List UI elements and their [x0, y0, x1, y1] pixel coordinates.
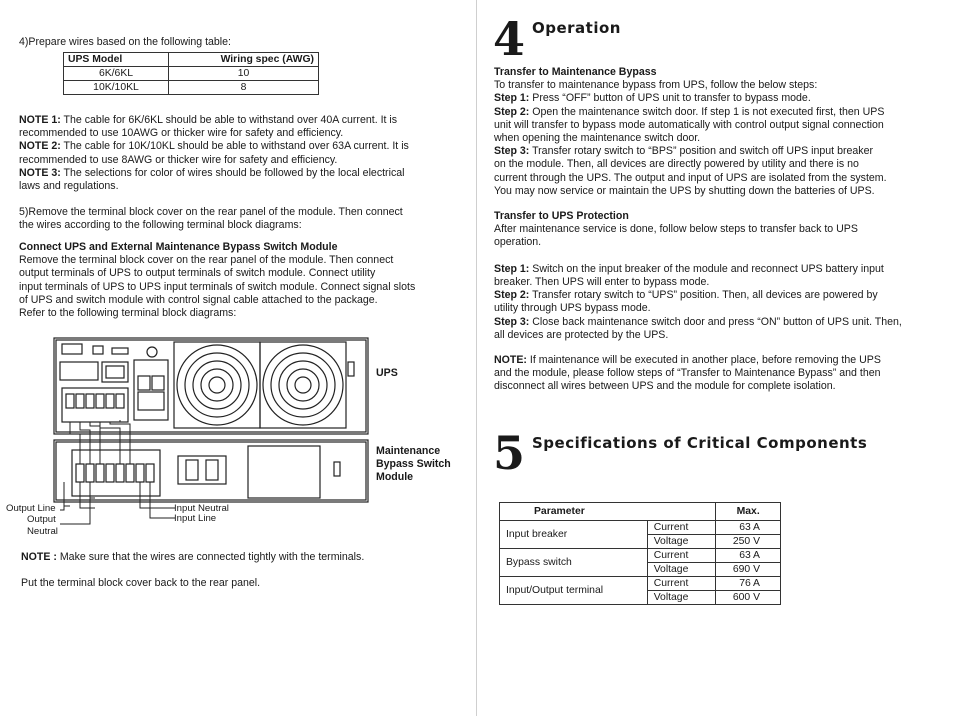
spec-row-sub: Current — [647, 521, 716, 535]
spec-row-value: 63 A — [716, 549, 781, 563]
step-text: current through the UPS. The output and input of UPS are isolated from the system. — [494, 171, 887, 184]
note-text: If maintenance will be executed in another place, before removing the UPS — [526, 354, 881, 366]
final-text: Put the terminal block cover back to the rear panel. — [21, 577, 261, 589]
wire-table-cell: 10K/10KL — [64, 81, 169, 95]
spec-row-sub: Voltage — [647, 563, 716, 577]
spec-row-value: 63 A — [716, 521, 781, 535]
terminal-block-diagram — [0, 330, 476, 540]
spec-row-sub: Voltage — [647, 591, 716, 605]
note-label: NOTE 2: — [19, 140, 61, 153]
connect-heading: Connect UPS and External Maintenance Bypass Switch Module — [19, 241, 338, 253]
step-label: Step 3: — [494, 145, 530, 158]
final-note-text: Make sure that the wires are connected tightly with the terminals. — [56, 551, 365, 563]
connect-line: Remove the terminal block cover on the rear panel of the module. Then connect — [19, 254, 394, 267]
table-row — [64, 81, 319, 95]
step-label: Step 1: — [494, 262, 530, 275]
ups-step-3 — [494, 316, 949, 329]
module-label-line: Bypass Switch — [376, 458, 451, 470]
connect-block — [19, 241, 474, 320]
spec-row-value: 250 V — [716, 535, 781, 549]
ups-chassis — [54, 338, 368, 434]
spec-row-sub: Current — [647, 549, 716, 563]
notes-block — [19, 114, 469, 193]
spec-row-value: 690 V — [716, 563, 781, 577]
step5-line: the wires according to the following terminal block diagrams: — [19, 219, 302, 232]
spec-row-name: Bypass switch — [500, 549, 648, 577]
note-1 — [19, 114, 469, 127]
table-row — [500, 521, 781, 535]
step-text: all devices are protected by the UPS. — [494, 328, 669, 341]
spec-row-sub: Current — [647, 577, 716, 591]
spec-row-value: 76 A — [716, 577, 781, 591]
note-text: The cable for 6K/6KL should be able to withstand over 40A current. It is — [60, 114, 398, 126]
operation-note — [494, 354, 949, 394]
note-3-cont: laws and regulations. — [19, 180, 119, 193]
spec-row-name: Input/Output terminal — [500, 577, 648, 605]
step-text: Switch on the input breaker of the module and reconnect UPS battery input — [529, 262, 884, 275]
bypass-intro: To transfer to maintenance bypass from UPS, follow the below steps: — [494, 79, 818, 92]
step-text: Transfer rotary switch to “BPS” position and switch off UPS input breaker — [529, 145, 873, 158]
spec-row-sub: Voltage — [647, 535, 716, 549]
note-2-cont: recommended to use 8AWG or thicker wire for safety and efficiency. — [19, 153, 338, 166]
section-4-number: 4 — [493, 12, 526, 66]
spec-table-header-max: Max. — [716, 503, 781, 521]
wire-table-cell: 6K/6KL — [64, 67, 169, 81]
step-text: unit will transfer to bypass mode automatically with control output signal connection — [494, 118, 884, 131]
spec-table — [499, 502, 781, 605]
note-text: disconnect all wires between UPS and the module for complete isolation. — [494, 380, 836, 393]
note-label: NOTE 3: — [19, 166, 61, 179]
wire-table — [63, 52, 319, 95]
connect-line: output terminals of UPS to output terminals of switch module. Connect utility — [19, 267, 376, 280]
ups-protection-intro: operation. — [494, 236, 542, 249]
module-label-line: Maintenance — [376, 445, 441, 457]
table-row — [64, 67, 319, 81]
step-text: Close back maintenance switch door and press “ON” button of UPS unit. Then, — [529, 315, 902, 328]
wire-table-header-spec: Wiring spec (AWG) — [169, 53, 319, 67]
note-label: NOTE 1: — [19, 114, 61, 126]
spec-row-name: Input breaker — [500, 521, 648, 549]
diagram-label-ups: UPS — [376, 367, 398, 379]
step-text: You may now service or maintain the UPS by shutting down the batteries of UPS. — [494, 184, 875, 197]
step-text: Open the maintenance switch door. If step 1 is not executed first, then UPS — [529, 105, 885, 118]
step5-block — [19, 206, 469, 232]
diagram-label-module — [376, 445, 451, 484]
bypass-step-1 — [494, 92, 949, 105]
connect-line: input terminals of UPS to UPS input terminals of switch module. Connect signal slots — [19, 280, 416, 293]
step-label: Step 1: — [494, 92, 530, 105]
label-output-line: Output Line — [6, 503, 56, 514]
ups-protection-intro: After maintenance service is done, follow below steps to transfer back to UPS — [494, 223, 858, 236]
step-text: Press “OFF” button of UPS unit to transfer to bypass mode. — [529, 92, 811, 105]
ups-step-1 — [494, 263, 949, 276]
section-5-number: 5 — [493, 426, 526, 480]
bypass-step-3 — [494, 145, 949, 158]
connect-line: Refer to the following terminal block diagrams: — [19, 307, 237, 320]
step4-intro: 4)Prepare wires based on the following table: — [19, 36, 231, 48]
ups-protection-block — [494, 210, 949, 342]
step-text: when opening the maintenance switch door. — [494, 132, 701, 145]
bypass-block — [494, 66, 949, 198]
step-text: utility through UPS bypass mode. — [494, 302, 651, 315]
label-input-neutral: Input Neutral — [174, 503, 229, 514]
wire-table-cell: 8 — [169, 81, 319, 95]
note-2 — [19, 140, 469, 153]
step-text: breaker. Then UPS will enter to bypass mode. — [494, 276, 710, 288]
section-4-title: Operation — [532, 19, 621, 37]
note-1-cont: recommended to use 10AWG or thicker wire for safety and efficiency. — [19, 127, 344, 140]
spec-row-value: 600 V — [716, 591, 781, 605]
connect-line: of UPS and switch module with control signal cable attached to the package. — [19, 293, 378, 306]
wire-table-header-model: UPS Model — [64, 53, 169, 67]
bypass-module-chassis — [54, 440, 368, 502]
step-text: Transfer rotary switch to “UPS” position. Then, all devices are powered by — [529, 289, 878, 302]
ups-protection-heading: Transfer to UPS Protection — [494, 210, 629, 222]
note-text: The cable for 10K/10KL should be able to withstand over 63A current. It is — [60, 140, 409, 153]
table-row — [500, 577, 781, 591]
spec-table-header-param: Parameter — [500, 503, 716, 521]
step-label: Step 3: — [494, 315, 530, 328]
final-note-label: NOTE : — [21, 551, 57, 563]
note-label: NOTE: — [494, 354, 527, 366]
bypass-step-2 — [494, 106, 949, 119]
note-3 — [19, 167, 469, 180]
label-neutral: Neutral — [27, 526, 58, 537]
page-divider — [476, 0, 477, 716]
note-text: The selections for color of wires should be followed by the local electrical — [60, 166, 405, 179]
section-5-title: Specifications of Critical Components — [532, 434, 868, 452]
label-output: Output — [27, 514, 56, 525]
note-text: and the module, please follow steps of “Transfer to Maintenance Bypass” and then — [494, 367, 881, 380]
step5-line: 5)Remove the terminal block cover on the rear panel of the module. Then connect — [19, 206, 403, 218]
label-input-line: Input Line — [174, 513, 217, 524]
final-note — [21, 551, 364, 564]
step-text: on the module. Then, all devices are directly powered by utility and there is no — [494, 158, 859, 171]
wire-table-cell: 10 — [169, 67, 319, 81]
step-label: Step 2: — [494, 105, 530, 118]
table-row — [500, 549, 781, 563]
bypass-heading: Transfer to Maintenance Bypass — [494, 66, 657, 78]
ups-step-2 — [494, 289, 949, 302]
module-label-line: Module — [376, 471, 414, 483]
step-label: Step 2: — [494, 289, 530, 302]
